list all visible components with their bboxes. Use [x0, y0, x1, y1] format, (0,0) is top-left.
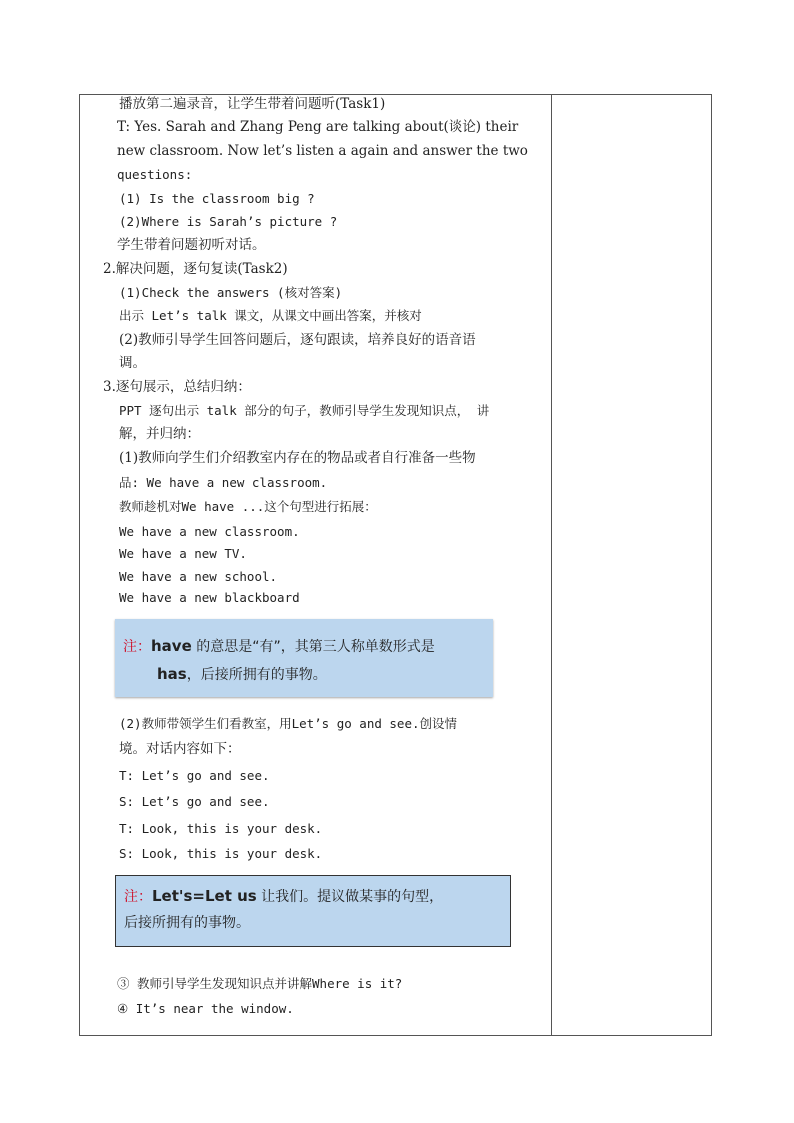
- text-line: ④ It’s near the window.: [117, 1001, 294, 1016]
- text-line: 境。对话内容如下：: [119, 741, 241, 757]
- text-line: (2)教师带领学生们看教室，用Let’s go and see.创设情: [119, 716, 458, 731]
- section-heading: 3.逐句展示，总结归纳：: [103, 379, 251, 395]
- note-label: 注：: [124, 889, 152, 905]
- text-line: S: Look, this is your desk.: [119, 846, 323, 861]
- text-line: 播放第二遍录音，让学生带着问题听(Task1): [119, 96, 386, 112]
- text-line: (1) Is the classroom big ?: [119, 191, 315, 206]
- text-line: S: Let’s go and see.: [119, 794, 270, 809]
- section-heading: 2.解决问题，逐句复读(Task2): [103, 261, 288, 277]
- text-line: new classroom. Now let’s listen a again and answer the two: [117, 143, 528, 159]
- text-line: T: Yes. Sarah and Zhang Peng are talking about(谈论) their: [117, 119, 519, 135]
- text-line: T: Let’s go and see.: [119, 768, 270, 783]
- content-cell: [80, 95, 551, 1035]
- text-line: We have a new classroom.: [119, 524, 300, 539]
- text-line: 教师趁机对We have ...这个句型进行拓展：: [119, 499, 377, 514]
- text-line: 学生带着问题初听对话。: [117, 237, 266, 253]
- text-line: ③ 教师引导学生发现知识点并讲解Where is it?: [117, 976, 403, 991]
- note-keyword: has: [157, 665, 187, 683]
- text-line: (1)Check the answers (核对答案): [119, 285, 343, 300]
- text-line: (1)教师向学生们介绍教室内存在的物品或者自行准备一些物: [119, 450, 476, 466]
- note-box-have: [115, 619, 493, 697]
- text-line: 出示 Let’s talk 课文，从课文中画出答案，并核对: [119, 308, 422, 323]
- note-box-lets: [115, 875, 511, 947]
- note-text: 后接所拥有的事物。: [124, 915, 250, 931]
- text-line: questions:: [117, 167, 193, 182]
- text-line: PPT 逐句出示 talk 部分的句子，教师引导学生发现知识点， 讲: [119, 403, 490, 418]
- note-label: 注：: [123, 639, 151, 655]
- text-line: T: Look, this is your desk.: [119, 821, 323, 836]
- note-keyword: have: [151, 637, 192, 655]
- text-line: We have a new TV.: [119, 546, 247, 561]
- lesson-table: [79, 94, 712, 1036]
- text-line: We have a new blackboard: [119, 590, 300, 605]
- text-line: 解，并归纳：: [119, 426, 200, 442]
- text-line: 品: We have a new classroom.: [119, 475, 328, 490]
- text-line: 调。: [119, 355, 146, 371]
- note-text: 的意思是“有”，其第三人称单数形式是: [191, 639, 435, 655]
- note-keyword: Let's=Let us: [152, 887, 257, 905]
- text-line: (2)Where is Sarah’s picture ?: [119, 214, 338, 229]
- notes-cell: [552, 95, 712, 1035]
- text-line: (2)教师引导学生回答问题后，逐句跟读，培养良好的语音语: [119, 332, 476, 348]
- note-text: 让我们。提议做某事的句型，: [256, 889, 444, 905]
- note-text: ，后接所拥有的事物。: [186, 667, 327, 683]
- text-line: We have a new school.: [119, 569, 278, 584]
